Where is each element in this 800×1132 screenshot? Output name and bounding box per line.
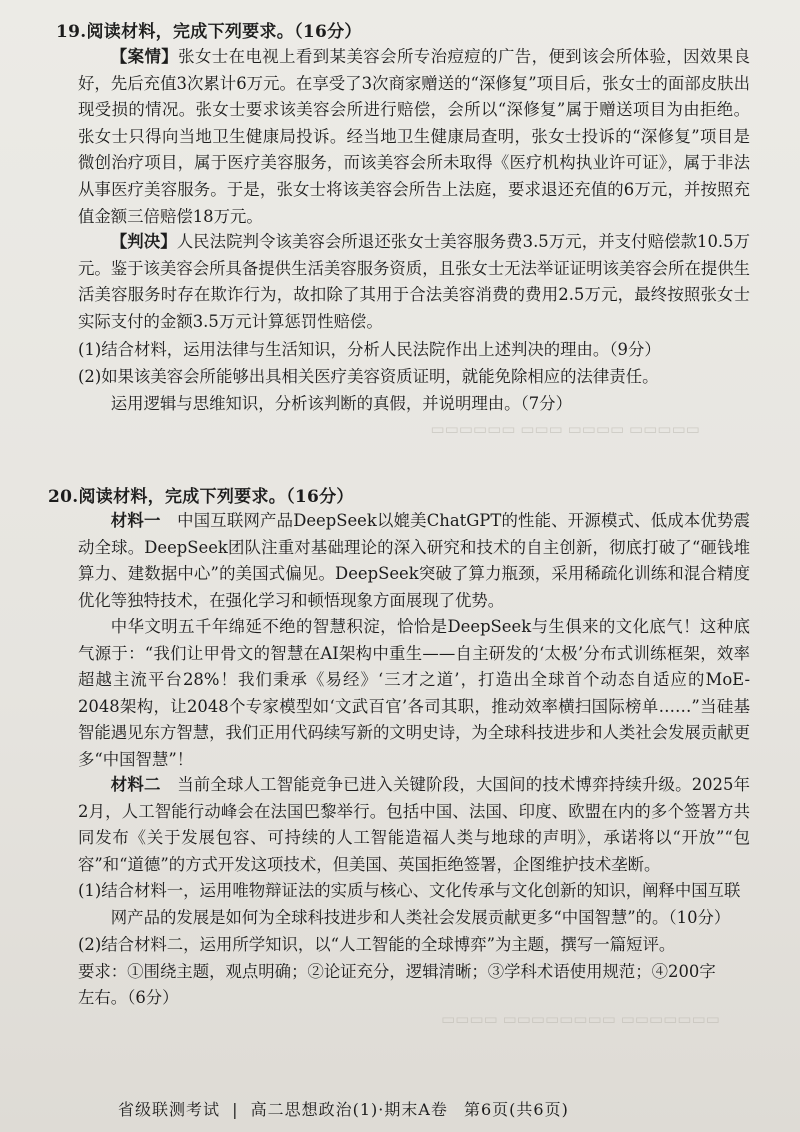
show-through-text-2: ▭▭▭▭▭▭▭ ▭▭▭▭▭▭▭▭ ▭▭▭▭ <box>441 1010 720 1028</box>
q20-req2-line3: 左右。（6分） <box>78 988 179 1008</box>
q20-req2-line2: 要求：①围绕主题，观点明确；②论证充分，逻辑清晰；③学科术语使用规范；④200字 <box>78 961 716 981</box>
q20-requirement-2 <box>78 932 758 1012</box>
q19-req2-line1: (2)如果该美容会所能够出具相关医疗美容资质证明，就能免除相应的法律责任。 <box>78 367 659 386</box>
q20-m1-paragraph-2: 中华文明五千年绵延不绝的智慧积淀，恰恰是DeepSeek与生俱来的文化底气！这种底气源于：“我们让甲骨文的智慧在AI架构中重生——自主研发的‘太极’分布式训练框架，效率超越主流平台28%！我们秉承《易经》‘三才之道’，打造出全球首个动态自适应的MoE-2048架构，让2048个专家模型如‘文武百官’各司其职，推动效率横扫国际榜单……”当硅基智能遇见东方智慧，我们正用代码续写新的文明史诗，为全球科技进步和人类社会发展贡献更多“中国智慧”！ <box>78 617 751 769</box>
q20-heading: 20.阅读材料，完成下列要求。（16分） <box>48 487 354 507</box>
q19-req2-line2: 运用逻辑与思维知识，分析该判断的真假，并说明理由。（7分） <box>110 393 572 413</box>
q20-req1-line2: 网产品的发展是如何为全球科技进步和人类社会发展贡献更多“中国智慧”的。（10分） <box>110 907 731 927</box>
q19-verdict-text: 人民法院判令该美容会所退还张女士美容服务费3.5万元，并支付赔偿款10.5万元。鉴于该美容会所具备提供生活美容服务资质，且张女士无法举证证明该美容会所在提供生活美容服务时存在欺诈行为，故扣除了其用于合法美容消费的费用2.5万元，最终按照张女士实际支付的金额3.5万元计算惩罚性赔偿。 <box>78 232 751 331</box>
q20-m2-text: 当前全球人工智能竞争已进入关键阶段，大国间的技术博弈持续升级。2025年2月，人工智能行动峰会在法国巴黎举行。包括中国、法国、印度、欧盟在内的多个签署方共同发布《关于发展包容、可持续的人工智能造福人类与地球的声明》，承诺将以“开放”“包容”和“道德”的方式开发这项技术，但美国、英国拒绝签署，企图维护技术垄断。 <box>78 775 751 874</box>
q19-case <box>78 44 750 230</box>
q20-req1-line1: (1)结合材料一，运用唯物辩证法的实质与核心、文化传承与文化创新的知识，阐释中国互联 <box>78 881 741 900</box>
page-footer <box>118 1097 569 1120</box>
footer-page-number: 第6页(共6页) <box>464 1100 569 1119</box>
show-through-text: ▭▭▭▭▭ ▭▭▭▭ ▭▭▭ ▭▭▭▭▭▭ <box>430 420 700 438</box>
footer-subject: 高二思想政治(1)·期末A卷 <box>250 1100 448 1119</box>
footer-exam-name: 省级联测考试 <box>118 1100 221 1119</box>
q20-m2-tag: 材料二 <box>110 775 161 794</box>
footer-divider: | <box>232 1100 239 1119</box>
q19-requirement-2 <box>78 364 758 417</box>
q20-m1-p1: 中国互联网产品DeepSeek以媲美ChatGPT的性能、开源模式、低成本优势震动全球。DeepSeek团队注重对基础理论的深入研究和技术的自主创新，彻底打破了“砸钱堆算力、建数据中心”的美国式偏见。DeepSeek突破了算力瓶颈，采用稀疏化训练和混合精度优化等独特技术，在强化学习和顿悟现象方面展现了优势。 <box>78 511 751 610</box>
q20-material-2 <box>78 772 750 878</box>
q20-req2-line1: (2)结合材料二，运用所学知识，以“人工智能的全球博弈”为主题，撰写一篇短评。 <box>78 935 676 954</box>
q19-requirement-1: (1)结合材料，运用法律与生活知识，分析人民法院作出上述判决的理由。（9分） <box>78 340 661 359</box>
q19-verdict <box>78 229 750 335</box>
q20-material-1 <box>78 508 750 614</box>
q20-m1-tag: 材料一 <box>110 511 161 530</box>
q19-case-text: 张女士在电视上看到某美容会所专治痘痘的广告，便到该会所体验，因效果良好，先后充值3次累计6万元。在享受了3次商家赠送的“深修复”项目后，张女士的面部皮肤出现受损的情况。张女士要求该美容会所进行赔偿，会所以“深修复”属于赠送项目为由拒绝。张女士只得向当地卫生健康局投诉。经当地卫生健康局查明，张女士投诉的“深修复”项目是微创治疗项目，属于医疗美容服务，而该美容会所未取得《医疗机构执业许可证》，属于非法从事医疗美容服务。于是，张女士将该美容会所告上法庭，要求退还充值的6万元，并按照充值金额三倍赔偿18万元。 <box>78 47 751 226</box>
q19-verdict-tag: 【判决】 <box>110 232 177 251</box>
q19-heading: 19.阅读材料，完成下列要求。（16分） <box>56 22 362 42</box>
q19-case-tag: 【案情】 <box>110 47 179 66</box>
q20-requirement-1 <box>78 878 758 931</box>
